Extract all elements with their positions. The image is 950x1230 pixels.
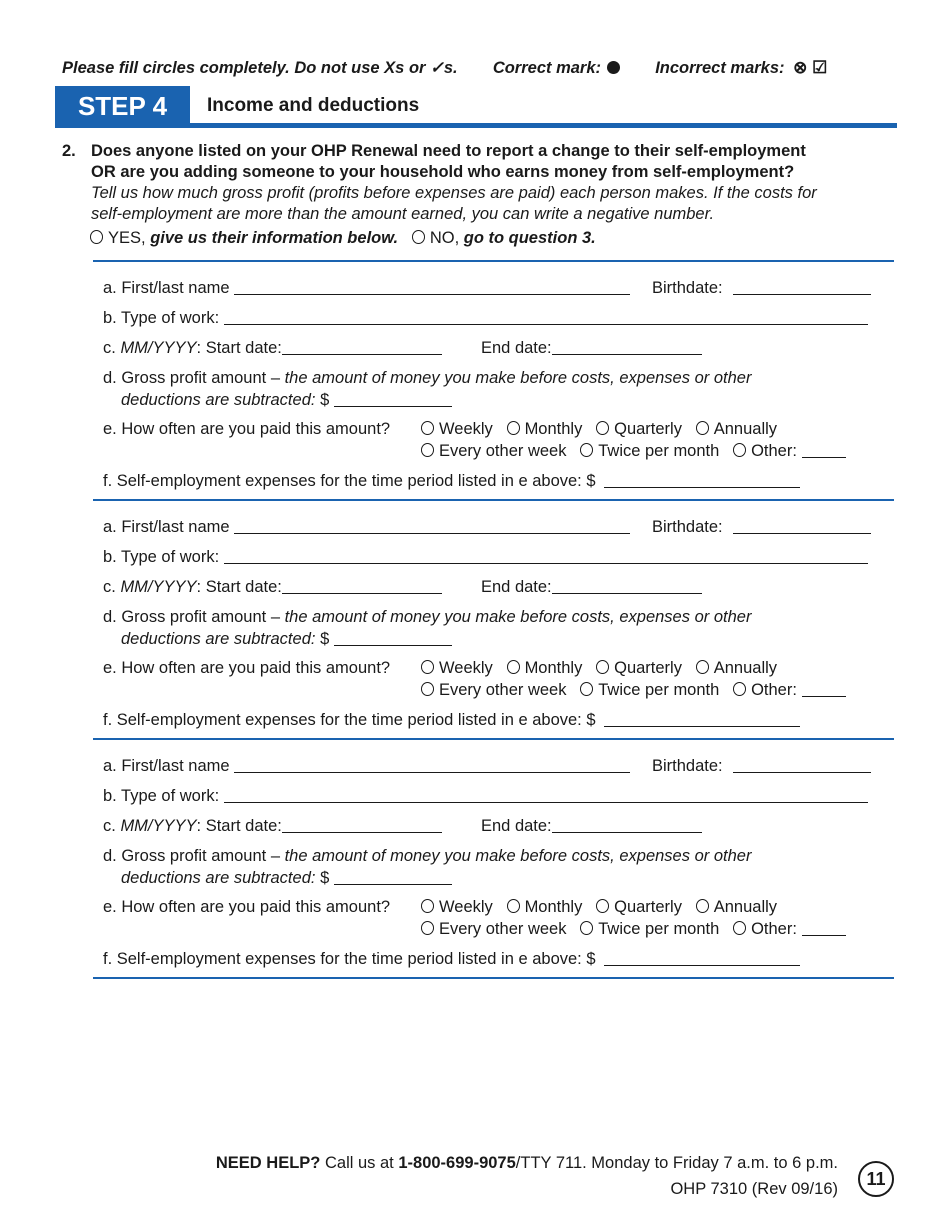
start-date-label: : Start date:	[196, 339, 282, 357]
person-entry-3	[0, 738, 950, 978]
weekly-radio[interactable]	[421, 660, 434, 674]
yes-note: give us their information below.	[150, 229, 399, 247]
every-other-week-radio[interactable]	[421, 682, 434, 696]
other-field[interactable]	[802, 441, 846, 458]
no-radio[interactable]	[412, 230, 425, 244]
birthdate-field[interactable]	[733, 756, 871, 773]
incorrect-marks-label: Incorrect marks:	[655, 59, 785, 77]
birthdate-label: Birthdate:	[652, 518, 723, 536]
yes-no-choice	[90, 229, 596, 248]
quarterly-radio[interactable]	[596, 899, 609, 913]
quarterly-label: Quarterly	[614, 659, 682, 677]
monthly-label: Monthly	[524, 898, 583, 916]
expenses-label: f. Self-employment expenses for the time period listed in e above: $	[103, 711, 596, 729]
other-label: Other:	[751, 442, 797, 460]
twice-per-month-label: Twice per month	[598, 442, 720, 460]
birthdate-field[interactable]	[733, 517, 871, 534]
weekly-label: Weekly	[439, 659, 493, 677]
annually-radio[interactable]	[696, 899, 709, 913]
weekly-radio[interactable]	[421, 899, 434, 913]
end-date-field[interactable]	[552, 816, 702, 833]
no-label: NO,	[429, 229, 460, 247]
other-radio[interactable]	[733, 682, 746, 696]
frequency-label: e. How often are you paid this amount?	[103, 659, 391, 677]
work-type-label: b. Type of work:	[103, 787, 220, 805]
incorrect-marks-icon: ⊗ ☑	[793, 58, 828, 77]
gross-profit-field[interactable]	[334, 629, 452, 646]
every-other-week-radio[interactable]	[421, 921, 434, 935]
help-hours: /TTY 711. Monday to Friday 7 a.m. to 6 p.m.	[515, 1154, 838, 1172]
name-label: a. First/last name	[103, 518, 230, 536]
step-divider	[55, 123, 897, 128]
monthly-radio[interactable]	[507, 899, 520, 913]
correct-mark-label: Correct mark:	[492, 59, 602, 77]
question-line-1: Does anyone listed on your OHP Renewal need to report a change to their self-employment	[91, 142, 806, 160]
gross-profit-note-2: deductions are subtracted:	[121, 391, 316, 409]
quarterly-label: Quarterly	[614, 898, 682, 916]
gross-profit-label: d. Gross profit amount –	[103, 847, 280, 865]
weekly-label: Weekly	[439, 898, 493, 916]
filled-circle-icon	[607, 61, 620, 74]
start-date-field[interactable]	[282, 577, 442, 594]
dollar-sign: $	[320, 630, 330, 648]
end-date-field[interactable]	[552, 338, 702, 355]
question-help-1: Tell us how much gross profit (profits before expenses are paid) each person makes. If the costs for	[91, 184, 817, 202]
expenses-field[interactable]	[604, 710, 800, 727]
step-badge: STEP 4	[55, 86, 190, 125]
c-prefix: c.	[103, 339, 116, 357]
twice-per-month-radio[interactable]	[580, 921, 593, 935]
dollar-sign: $	[320, 391, 330, 409]
question-line-2: OR are you adding someone to your household who earns money from self-employment?	[91, 163, 795, 181]
monthly-radio[interactable]	[507, 421, 520, 435]
monthly-radio[interactable]	[507, 660, 520, 674]
yes-label: YES,	[108, 229, 146, 247]
fill-instructions	[62, 58, 827, 78]
call-text: Call us at	[324, 1154, 394, 1172]
start-date-field[interactable]	[282, 816, 442, 833]
annually-label: Annually	[713, 420, 778, 438]
name-field[interactable]	[234, 278, 630, 295]
question-help-2: self-employment are more than the amount earned, you can write a negative number.	[91, 205, 715, 223]
frequency-label: e. How often are you paid this amount?	[103, 898, 391, 916]
person-entry-1	[0, 260, 950, 500]
gross-profit-note-1: the amount of money you make before costs, expenses or other	[284, 847, 752, 865]
end-date-field[interactable]	[552, 577, 702, 594]
start-date-label: : Start date:	[196, 817, 282, 835]
date-format: MM/YYYY	[120, 817, 197, 835]
weekly-radio[interactable]	[421, 421, 434, 435]
weekly-label: Weekly	[439, 420, 493, 438]
twice-per-month-radio[interactable]	[580, 443, 593, 457]
gross-profit-field[interactable]	[334, 390, 452, 407]
every-other-week-label: Every other week	[439, 681, 567, 699]
help-line	[216, 1154, 838, 1173]
other-field[interactable]	[802, 680, 846, 697]
gross-profit-field[interactable]	[334, 868, 452, 885]
end-date-label: End date:	[481, 578, 552, 596]
other-radio[interactable]	[733, 921, 746, 935]
every-other-week-radio[interactable]	[421, 443, 434, 457]
date-format: MM/YYYY	[120, 578, 197, 596]
every-other-week-label: Every other week	[439, 442, 567, 460]
annually-label: Annually	[713, 898, 778, 916]
name-field[interactable]	[234, 517, 630, 534]
need-help-label: NEED HELP?	[215, 1154, 321, 1172]
work-type-field[interactable]	[224, 786, 868, 803]
gross-profit-label: d. Gross profit amount –	[103, 369, 280, 387]
other-label: Other:	[751, 681, 797, 699]
twice-per-month-label: Twice per month	[598, 920, 720, 938]
gross-profit-note-2: deductions are subtracted:	[121, 869, 316, 887]
phone-number[interactable]: 1-800-699-9075	[398, 1154, 516, 1172]
expenses-field[interactable]	[604, 471, 800, 488]
work-type-label: b. Type of work:	[103, 309, 220, 327]
birthdate-label: Birthdate:	[652, 279, 723, 297]
step-title: Income and deductions	[207, 95, 420, 116]
twice-per-month-label: Twice per month	[598, 681, 720, 699]
c-prefix: c.	[103, 817, 116, 835]
other-label: Other:	[751, 920, 797, 938]
birthdate-field[interactable]	[733, 278, 871, 295]
gross-profit-note-1: the amount of money you make before costs, expenses or other	[284, 608, 752, 626]
start-date-label: : Start date:	[196, 578, 282, 596]
work-type-field[interactable]	[224, 547, 868, 564]
twice-per-month-radio[interactable]	[580, 682, 593, 696]
page-number: 11	[858, 1161, 894, 1197]
birthdate-label: Birthdate:	[652, 757, 723, 775]
every-other-week-label: Every other week	[439, 920, 567, 938]
name-label: a. First/last name	[103, 279, 230, 297]
start-date-field[interactable]	[282, 338, 442, 355]
quarterly-radio[interactable]	[596, 660, 609, 674]
quarterly-radio[interactable]	[596, 421, 609, 435]
gross-profit-note-2: deductions are subtracted:	[121, 630, 316, 648]
frequency-label: e. How often are you paid this amount?	[103, 420, 391, 438]
gross-profit-label: d. Gross profit amount –	[103, 608, 280, 626]
fill-instructions-text: Please fill circles completely. Do not use Xs or ✓s.	[62, 59, 458, 77]
form-number: OHP 7310 (Rev 09/16)	[670, 1180, 838, 1198]
question-number: 2.	[62, 142, 76, 160]
annually-radio[interactable]	[696, 421, 709, 435]
annually-label: Annually	[713, 659, 778, 677]
yes-radio[interactable]	[90, 230, 103, 244]
section-divider	[93, 977, 894, 979]
gross-profit-note-1: the amount of money you make before costs, expenses or other	[284, 369, 752, 387]
name-label: a. First/last name	[103, 757, 230, 775]
other-field[interactable]	[802, 919, 846, 936]
expenses-label: f. Self-employment expenses for the time period listed in e above: $	[103, 472, 596, 490]
name-field[interactable]	[234, 756, 630, 773]
c-prefix: c.	[103, 578, 116, 596]
end-date-label: End date:	[481, 817, 552, 835]
work-type-field[interactable]	[224, 308, 868, 325]
dollar-sign: $	[320, 869, 330, 887]
quarterly-label: Quarterly	[614, 420, 682, 438]
monthly-label: Monthly	[524, 420, 583, 438]
expenses-label: f. Self-employment expenses for the time period listed in e above: $	[103, 950, 596, 968]
date-format: MM/YYYY	[120, 339, 197, 357]
expenses-field[interactable]	[604, 949, 800, 966]
no-note: go to question 3.	[463, 229, 596, 247]
step-header	[55, 86, 897, 128]
work-type-label: b. Type of work:	[103, 548, 220, 566]
annually-radio[interactable]	[696, 660, 709, 674]
monthly-label: Monthly	[524, 659, 583, 677]
person-entry-2	[0, 499, 950, 739]
other-radio[interactable]	[733, 443, 746, 457]
end-date-label: End date:	[481, 339, 552, 357]
